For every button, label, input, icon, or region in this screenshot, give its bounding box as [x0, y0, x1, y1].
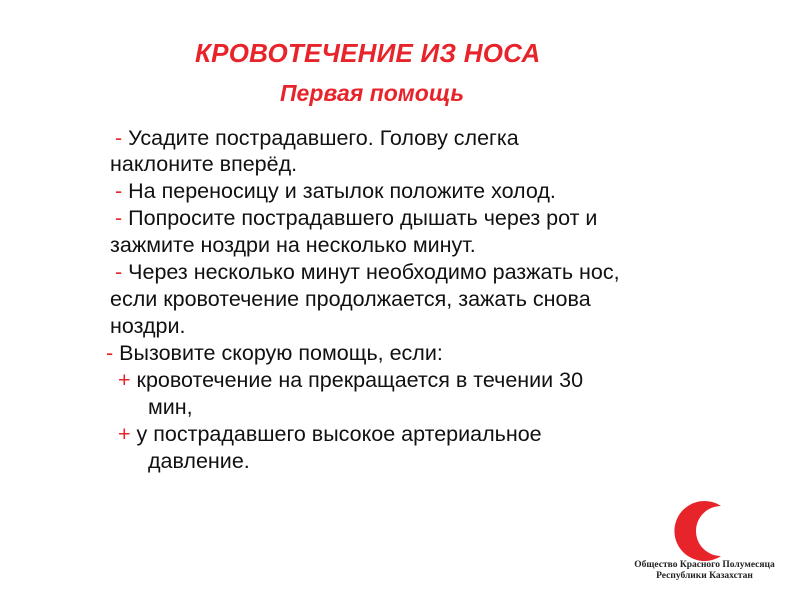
step-text: Вызовите скорую помощь, если: [119, 341, 443, 365]
red-crescent-icon [667, 500, 737, 562]
slide-title: КРОВОТЕЧЕНИЕ ИЗ НОСА [195, 38, 541, 68]
condition-text: у пострадавшего высокое артериальное [136, 422, 542, 446]
step-text: На переносицу и затылок положите холод. [128, 179, 556, 203]
logo-line-2: Республики Казахстан [656, 571, 753, 581]
step-2 [115, 178, 556, 205]
step-3 [115, 205, 597, 232]
condition-1 [118, 367, 583, 394]
plus-bullet: + [118, 368, 131, 392]
dash-bullet: - [106, 341, 114, 365]
step-text: Попросите пострадавшего дышать через рот и [128, 206, 598, 230]
step-text: Через несколько минут необходимо разжать нос, [128, 260, 620, 284]
red-crescent-logo [622, 500, 787, 590]
dash-bullet: - [115, 206, 123, 230]
step-text: Усадите пострадавшего. Голову слегка [128, 126, 519, 150]
dash-bullet: - [115, 126, 123, 150]
condition-2 [118, 421, 542, 448]
condition-text: кровотечение на прекращается в течении 30 [136, 368, 584, 392]
condition-1-cont: мин, [148, 395, 193, 419]
logo-line-1: Общество Красного Полумесяца [634, 560, 775, 570]
step-1-cont: наклоните вперёд. [110, 152, 298, 176]
step-4-cont: ноздри. [110, 314, 186, 338]
dash-bullet: - [115, 260, 123, 284]
slide-subtitle: Первая помощь [280, 80, 465, 106]
logo-caption [622, 560, 787, 582]
step-4-cont: если кровотечение продолжается, зажать снова [110, 287, 591, 311]
step-1 [115, 125, 519, 152]
plus-bullet: + [118, 422, 131, 446]
dash-bullet: - [115, 179, 123, 203]
step-5 [106, 340, 443, 367]
step-4 [115, 259, 620, 286]
step-3-cont: зажмите ноздри на несколько минут. [110, 233, 476, 257]
condition-2-cont: давление. [148, 449, 250, 473]
